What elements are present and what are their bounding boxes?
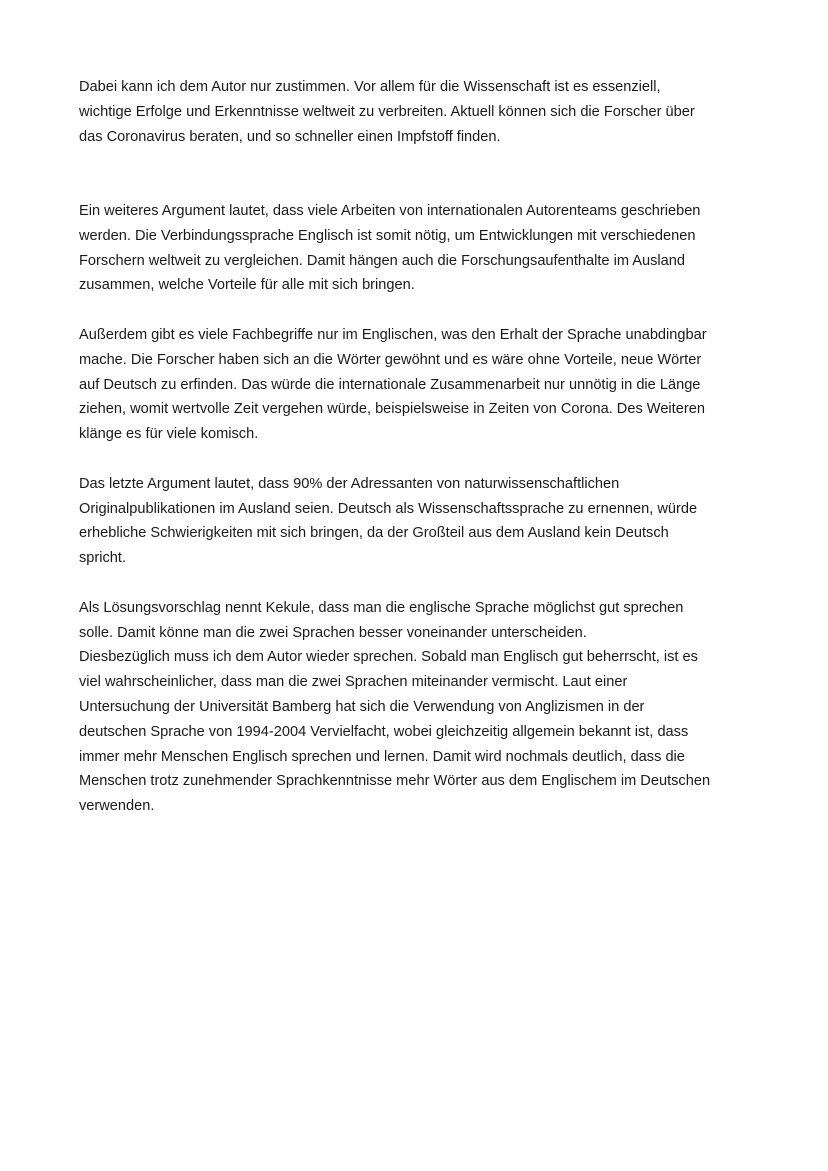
paragraph-5 [79,596,751,819]
text-line: ziehen, womit wertvolle Zeit vergehen würde, beispielsweise in Zeiten von Corona. Des Weiteren [79,401,705,418]
text-line: immer mehr Menschen Englisch sprechen und lernen. Damit wird nochmals deutlich, dass die [79,748,685,765]
text-line: das Coronavirus beraten, und so schneller einen Impfstoff finden. [79,128,501,145]
paragraph-3 [79,323,751,447]
text-line: spricht. [79,550,127,567]
text-line: Als Lösungsvorschlag nennt Kekule, dass man die englische Sprache möglichst gut sprechen [79,599,684,616]
document-page [79,75,751,819]
text-line: Forschern weltweit zu vergleichen. Damit hängen auch die Forschungsaufenthalte im Ausland [79,252,685,269]
text-line: Originalpublikationen im Ausland seien. Deutsch als Wissenschaftssprache zu ernennen, würde [79,500,698,517]
text-line: mache. Die Forscher haben sich an die Wörter gewöhnt und es wäre ohne Vorteile, neue Wörter [79,351,702,368]
text-line: zusammen, welche Vorteile für alle mit sich bringen. [79,277,415,294]
text-line: Diesbezüglich muss ich dem Autor wieder sprechen. Sobald man Englisch gut beherrscht, ist es [79,649,698,666]
text-line: solle. Damit könne man die zwei Sprachen besser voneinander unterscheiden. [79,624,587,641]
paragraph-4 [79,472,751,571]
text-line: deutschen Sprache von 1994-2004 Vervielfacht, wobei gleichzeitig allgemein bekannt ist, dass [79,723,689,740]
text-line: Ein weiteres Argument lautet, dass viele Arbeiten von internationalen Autorenteams geschrieben [79,202,701,219]
text-line: Untersuchung der Universität Bamberg hat sich die Verwendung von Anglizismen in der [79,698,645,715]
text-line: Dabei kann ich dem Autor nur zustimmen. Vor allem für die Wissenschaft ist es essenziell, [79,79,661,95]
text-line: erhebliche Schwierigkeiten mit sich bringen, da der Großteil aus dem Ausland kein Deutsch [79,525,669,542]
paragraph-1 [79,75,751,149]
text-line: viel wahrscheinlicher, dass man die zwei Sprachen miteinander vermischt. Laut einer [79,674,628,691]
text-line: auf Deutsch zu erfinden. Das würde die internationale Zusammenarbeit nur unnötig in die Länge [79,376,701,393]
text-line: Menschen trotz zunehmender Sprachkenntnisse mehr Wörter aus dem Englischem im Deutschen [79,773,711,790]
text-line: klänge es für viele komisch. [79,426,259,443]
text-line: wichtige Erfolge und Erkenntnisse weltweit zu verbreiten. Aktuell können sich die Forscher über [79,103,695,120]
text-line: Außerdem gibt es viele Fachbegriffe nur im Englischen, was den Erhalt der Sprache unabdingbar [79,326,707,343]
text-line: verwenden. [79,798,155,815]
text-line: werden. Die Verbindungssprache Englisch ist somit nötig, um Entwicklungen mit verschiedenen [79,227,696,244]
text-line: Das letzte Argument lautet, dass 90% der Adressanten von naturwissenschaftlichen [79,475,620,492]
paragraph-2 [79,199,751,298]
